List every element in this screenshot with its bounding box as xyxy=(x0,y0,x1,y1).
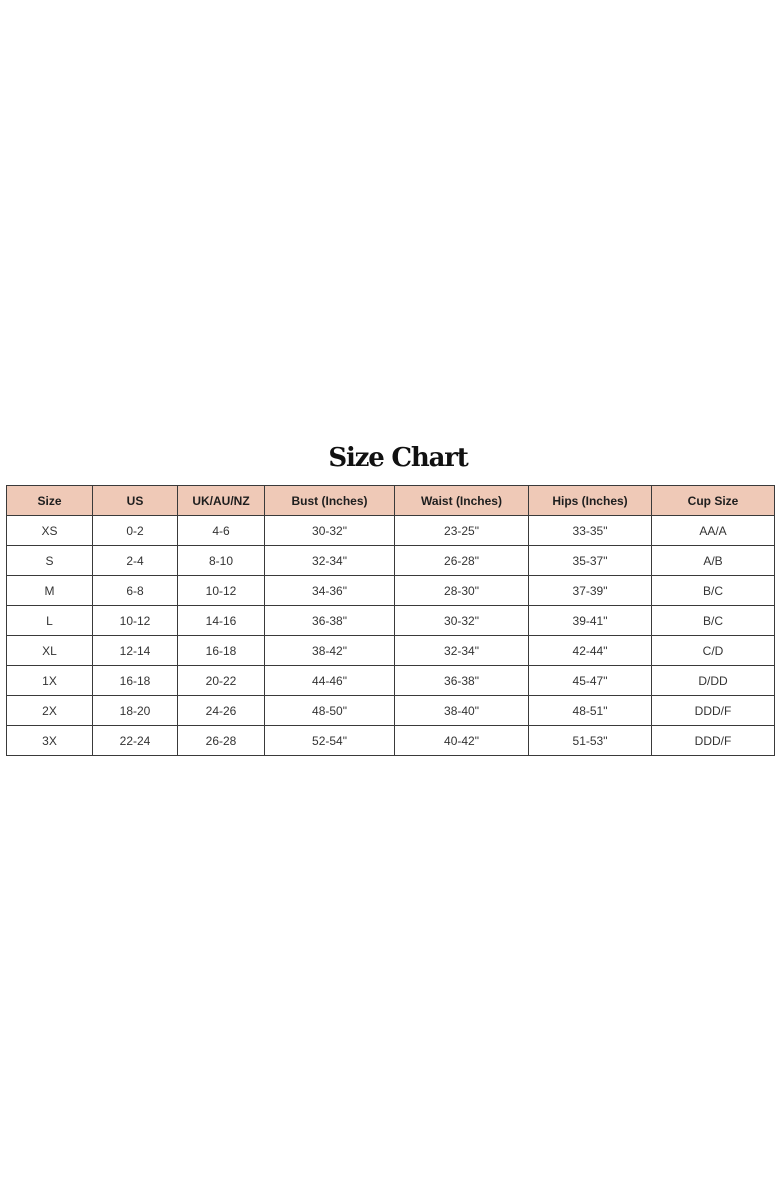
table-cell: S xyxy=(7,546,93,576)
table-cell: 38-40" xyxy=(395,696,529,726)
table-cell: XS xyxy=(7,516,93,546)
table-cell: 20-22 xyxy=(178,666,265,696)
table-cell: 24-26 xyxy=(178,696,265,726)
size-chart-table xyxy=(6,485,775,756)
table-cell: 44-46" xyxy=(265,666,395,696)
table-row xyxy=(7,666,775,696)
table-cell: XL xyxy=(7,636,93,666)
table-row xyxy=(7,606,775,636)
table-cell: 2-4 xyxy=(93,546,178,576)
table-cell: 36-38" xyxy=(265,606,395,636)
table-cell: 40-42" xyxy=(395,726,529,756)
table-cell: 14-16 xyxy=(178,606,265,636)
column-header-us: US xyxy=(93,486,178,516)
table-cell: 32-34" xyxy=(265,546,395,576)
table-cell: 34-36" xyxy=(265,576,395,606)
column-header-cup-size: Cup Size xyxy=(652,486,775,516)
table-cell: 36-38" xyxy=(395,666,529,696)
table-cell: 30-32" xyxy=(265,516,395,546)
table-cell: B/C xyxy=(652,576,775,606)
table-cell: 8-10 xyxy=(178,546,265,576)
table-cell: 26-28" xyxy=(395,546,529,576)
column-header-waist: Waist (Inches) xyxy=(395,486,529,516)
table-cell: 22-24 xyxy=(93,726,178,756)
column-header-uk-au-nz: UK/AU/NZ xyxy=(178,486,265,516)
column-header-bust: Bust (Inches) xyxy=(265,486,395,516)
table-cell: 2X xyxy=(7,696,93,726)
table-cell: 45-47" xyxy=(529,666,652,696)
table-cell: 4-6 xyxy=(178,516,265,546)
table-cell: 1X xyxy=(7,666,93,696)
table-cell: AA/A xyxy=(652,516,775,546)
table-cell: DDD/F xyxy=(652,726,775,756)
table-cell: L xyxy=(7,606,93,636)
table-row xyxy=(7,636,775,666)
table-row xyxy=(7,696,775,726)
table-cell: B/C xyxy=(652,606,775,636)
column-header-hips: Hips (Inches) xyxy=(529,486,652,516)
table-cell: 51-53" xyxy=(529,726,652,756)
table-cell: 42-44" xyxy=(529,636,652,666)
page-title: Size Chart xyxy=(328,443,468,473)
table-cell: 30-32" xyxy=(395,606,529,636)
table-cell: 37-39" xyxy=(529,576,652,606)
table-cell: 6-8 xyxy=(93,576,178,606)
table-cell: 12-14 xyxy=(93,636,178,666)
table-cell: M xyxy=(7,576,93,606)
table-cell: 48-51" xyxy=(529,696,652,726)
table-row xyxy=(7,516,775,546)
table-cell: 16-18 xyxy=(178,636,265,666)
table-cell: 39-41" xyxy=(529,606,652,636)
table-cell: 16-18 xyxy=(93,666,178,696)
table-row xyxy=(7,726,775,756)
table-cell: DDD/F xyxy=(652,696,775,726)
table-cell: 35-37" xyxy=(529,546,652,576)
table-cell: A/B xyxy=(652,546,775,576)
table-cell: 28-30" xyxy=(395,576,529,606)
table-cell: C/D xyxy=(652,636,775,666)
table-cell: 48-50" xyxy=(265,696,395,726)
table-cell: 26-28 xyxy=(178,726,265,756)
table-cell: 38-42" xyxy=(265,636,395,666)
table-cell: 52-54" xyxy=(265,726,395,756)
table-row xyxy=(7,576,775,606)
table-cell: D/DD xyxy=(652,666,775,696)
table-header-row xyxy=(7,486,775,516)
table-row xyxy=(7,546,775,576)
table-cell: 18-20 xyxy=(93,696,178,726)
table-cell: 10-12 xyxy=(178,576,265,606)
table-cell: 23-25" xyxy=(395,516,529,546)
table-cell: 33-35" xyxy=(529,516,652,546)
table-cell: 10-12 xyxy=(93,606,178,636)
column-header-size: Size xyxy=(7,486,93,516)
table-cell: 32-34" xyxy=(395,636,529,666)
table-cell: 0-2 xyxy=(93,516,178,546)
table-cell: 3X xyxy=(7,726,93,756)
